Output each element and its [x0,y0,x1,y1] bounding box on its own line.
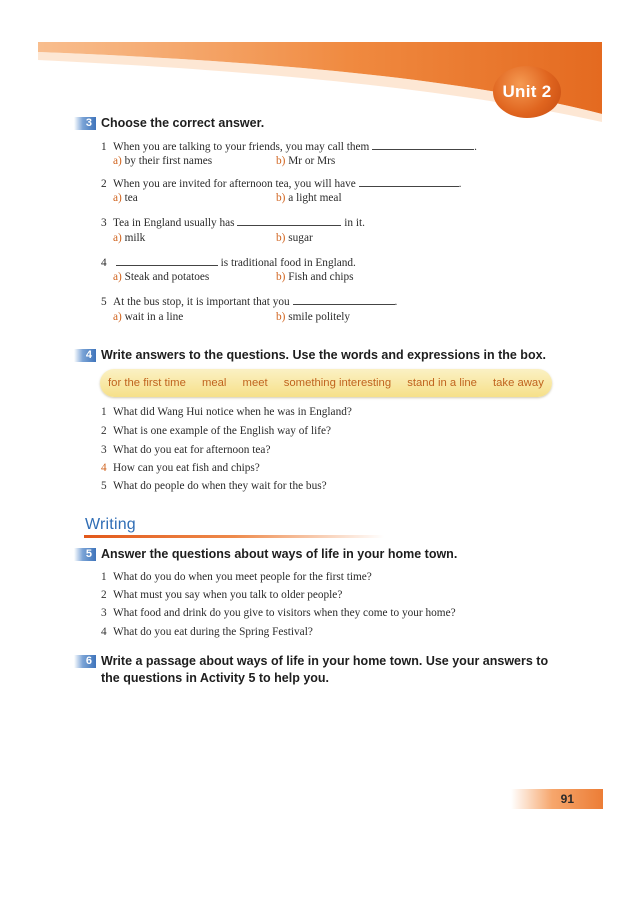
question-item: 5 What do people do when they wait for the bus? [101,480,327,492]
writing-heading: Writing [85,516,136,533]
option-b[interactable]: b) a light meal [276,192,342,204]
option-a[interactable]: a) tea [113,192,138,204]
section-title: Choose the correct answer. [101,116,265,130]
option-b[interactable]: b) Fish and chips [276,271,354,283]
question-number: 2 [101,178,107,190]
question-item [101,294,397,310]
question-text: When you are talking to your friends, you may call them [113,141,370,153]
question-item: 3 What food and drink do you give to visitors when they come to your home? [101,607,456,619]
section-3-heading [74,115,264,132]
section-6-heading [74,653,548,687]
answer-blank[interactable] [359,176,459,187]
answer-blank[interactable] [372,139,474,150]
section-5-heading [74,546,457,563]
section-number-tab: 5 [74,548,96,561]
option-b[interactable]: b) sugar [276,232,313,244]
option-b[interactable]: b) Mr or Mrs [276,155,336,167]
option-a[interactable]: a) by their first names [113,155,213,167]
section-title: Write answers to the questions. Use the words and expressions in the box. [101,348,547,362]
question-text-end: . [474,141,477,153]
question-item: 1 What did Wang Hui notice when he was in England? [101,406,352,418]
question-number: 1 [101,141,107,153]
section-title-line: the questions in Activity 5 to help you. [101,671,330,685]
word-box-item: meal [201,377,227,389]
option-a[interactable]: a) Steak and potatoes [113,271,210,283]
word-box-item: something interesting [283,377,392,389]
question-number: 4 [101,257,107,269]
question-text: Tea in England usually has [113,217,235,229]
section-number-tab: 6 [74,655,96,668]
question-number: 3 [101,217,107,229]
question-text-end: is traditional food in England. [220,257,356,269]
question-number: 5 [101,296,107,308]
question-text-end: . [394,296,398,308]
option-a[interactable]: a) milk [113,232,146,244]
question-text-end: . [458,178,462,190]
section-number-tab: 4 [74,349,96,362]
section-4-heading [74,347,546,364]
question-text-end: in it. [344,217,365,229]
option-a[interactable]: a) wait in a line [113,311,184,323]
question-item: 4 What do you eat during the Spring Festival? [101,626,313,638]
option-b[interactable]: b) smile politely [276,311,351,323]
question-item: 2 What is one example of the English way of life? [101,425,332,437]
question-item: 2 What must you say when you talk to older people? [101,589,343,601]
answer-blank[interactable] [237,215,341,226]
word-box-item: take away [493,377,544,389]
word-box-item: stand in a line [407,377,477,389]
question-item: 1 What do you do when you meet people for the first time? [101,571,372,583]
section-title: Answer the questions about ways of life in your home town. [101,547,458,561]
question-item: 3 What do you eat for afternoon tea? [101,444,271,456]
question-item [101,176,461,192]
question-item [101,255,356,271]
question-text: When you are invited for afternoon tea, you will have [113,178,356,190]
word-box-item: meet [242,377,268,389]
word-box [100,369,552,397]
section-title [101,653,548,687]
question-item [101,139,477,155]
writing-underline [84,535,384,538]
section-title-line: Write a passage about ways of life in your home town. Use your answers to [101,654,549,668]
question-item [101,215,365,231]
word-box-item: for the first time [108,377,186,389]
answer-blank[interactable] [116,255,218,266]
question-text: At the bus stop, it is important that you [113,296,290,308]
answer-blank[interactable] [293,294,395,305]
unit-badge: Unit 2 [493,66,561,118]
section-number-tab: 3 [74,117,96,130]
question-item: 4 How can you eat fish and chips? [101,462,260,474]
page-number: 91 [511,789,603,809]
